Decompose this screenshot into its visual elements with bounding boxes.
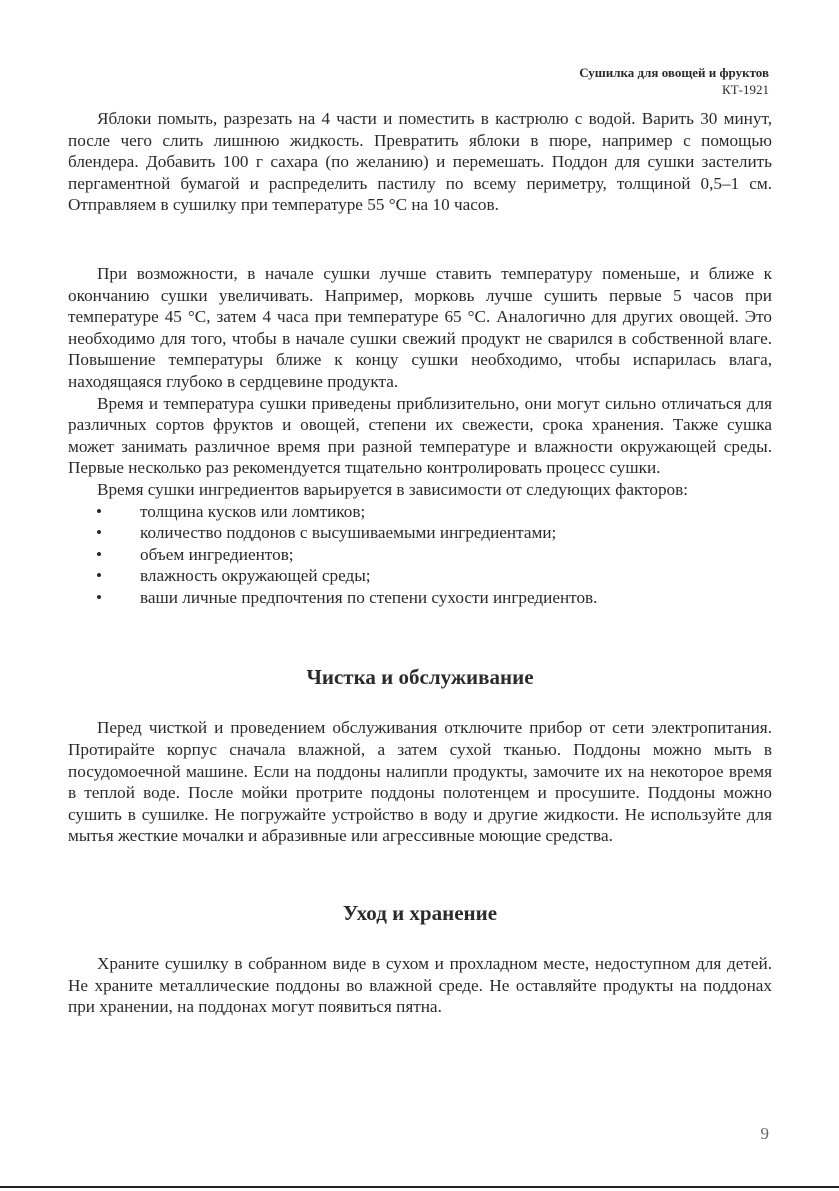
cleaning-heading: Чистка и обслуживание bbox=[306, 665, 534, 690]
model-number: КТ-1921 bbox=[722, 82, 769, 97]
page-number: 9 bbox=[760, 1124, 769, 1143]
list-item: • ваши личные предпочтения по степени сухости ингредиентов. bbox=[96, 587, 598, 607]
list-item: • влажность окружающей среды; bbox=[96, 566, 371, 586]
storage-paragraph: Храните сушилку в собранном виде в сухом и прохладном месте, недоступном для детей. Не храните металлические поддоны во влажной среде. Не оставляйте продукты на поддонах при хранении, на поддонах могут появиться пятна. bbox=[68, 954, 772, 1017]
bullet-icon: • bbox=[96, 523, 103, 543]
cleaning-paragraph: Перед чисткой и проведением обслуживания отключите прибор от сети электропитания. Протирайте корпус сначала влажной, а затем сухой тканью. Поддоны можно мыть в посудомоечной машине. Если на поддоны налипли продукты, замочите их на некоторое время в теплой воде. После мойки протрите поддоны полотенцем и просушите. Поддоны можно сушить в сушилке. Не погружайте устройство в воду и другие жидкости. Не используйте для мытья жесткие мочалки и абразивные или агрессивные моющие средства. bbox=[68, 718, 772, 846]
time-paragraph: Время и температура сушки приведены приблизительно, они могут сильно отличаться для различных сортов фруктов и овощей, степени их свежести, срока хранения. Также сушка может занимать различное время при разной температуре и влажности окружающей среды. Первые несколько раз рекомендуется тщательно контролировать процесс сушки. bbox=[68, 393, 772, 478]
bottom-divider bbox=[0, 1186, 839, 1188]
list-item: • количество поддонов с высушиваемыми ингредиентами; bbox=[96, 523, 557, 543]
list-item: • объем ингредиентов; bbox=[96, 544, 294, 564]
storage-heading: Уход и хранение bbox=[342, 901, 498, 926]
temperature-paragraph: При возможности, в начале сушки лучше ставить температуру поменьше, и ближе к окончанию сушки увеличивать. Например, морковь лучше сушить первые 5 часов при температуре 45 °C, затем 4 часа при температуре 65 °C. Аналогично для других овощей. Это необходимо для того, чтобы в начале сушки свежий продукт не сварился в собственной влаге. Повышение температуры ближе к концу сушки необходимо, чтобы испарилась влага, находящаяся глубоко в сердцевине продукта. bbox=[68, 263, 772, 391]
factors-intro: Время сушки ингредиентов варьируется в зависимости от следующих факторов: bbox=[97, 479, 689, 499]
product-title: Сушилка для овощей и фруктов bbox=[579, 65, 769, 80]
bullet-icon: • bbox=[96, 587, 103, 607]
bullet-icon: • bbox=[96, 566, 103, 586]
list-item: • толщина кусков или ломтиков; bbox=[96, 501, 366, 521]
recipe-paragraph: Яблоки помыть, разрезать на 4 части и поместить в кастрюлю с водой. Варить 30 минут, после чего слить лишнюю жидкость. Превратить яблоки в пюре, например с помощью блендера. Добавить 100 г сахара (по желанию) и перемешать. Поддон для сушки застелить пергаментной бумагой и распределить пастилу по всему периметру, толщиной 0,5–1 см. Отправляем в сушилку при температуре 55 °C на 10 часов. bbox=[68, 109, 772, 215]
page-body bbox=[68, 108, 772, 1018]
factors-list bbox=[68, 501, 772, 609]
bullet-icon: • bbox=[96, 544, 103, 564]
page-header bbox=[579, 64, 769, 98]
bullet-icon: • bbox=[96, 501, 103, 521]
